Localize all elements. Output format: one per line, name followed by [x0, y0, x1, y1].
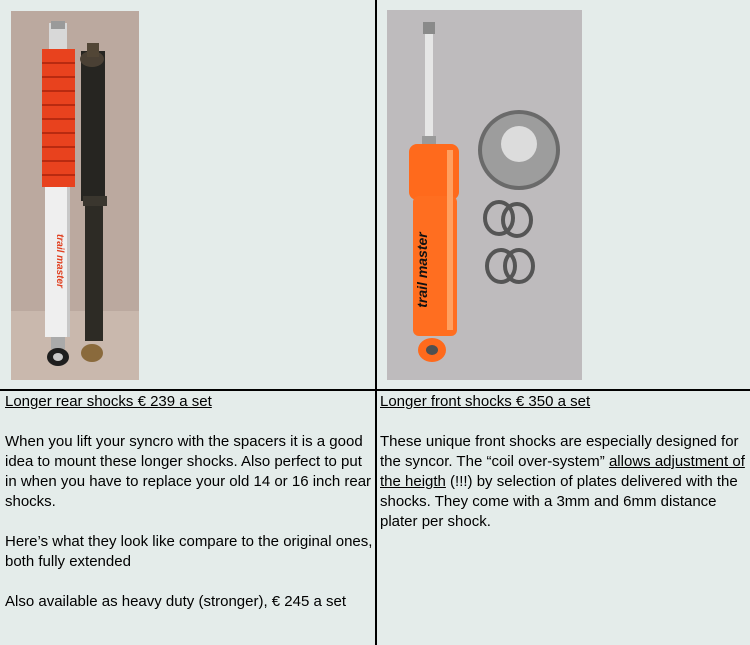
- front-shocks-paragraph: [380, 432, 746, 532]
- rear-shocks-heavy-duty-note: Also available as heavy duty (stronger), € 245 a set: [5, 593, 347, 610]
- svg-text:trail master: trail master: [414, 232, 430, 308]
- front-shocks-description: [380, 392, 746, 532]
- rear-shocks-photo: [11, 11, 139, 380]
- front-shocks-text-underlined: allows adjustment of the heigth: [380, 453, 745, 490]
- svg-text:trail master: trail master: [54, 234, 65, 288]
- rear-shocks-title: Longer rear shocks € 239 a set: [5, 393, 212, 410]
- front-shocks-text-end: (!!!) by selection of plates delivered with the shocks. They come with a 3mm and 6mm distance plater per shock.: [380, 473, 738, 530]
- row-divider: [0, 389, 750, 391]
- front-shocks-photo: [387, 10, 582, 380]
- front-shocks-title: Longer front shocks € 350 a set: [380, 393, 591, 410]
- rear-shocks-paragraph: When you lift your syncro with the spacers it is a good idea to mount these longer shocks. Also perfect to put in when you have to replace your old 14 or 16 inch rear shocks.: [5, 433, 372, 510]
- front-shocks-text-start: These unique front shocks are especially designed for the syncor. The “coil over-system”: [380, 433, 739, 470]
- rear-shocks-comparison-note: Here’s what they look like compare to the original ones, both fully extended: [5, 533, 373, 570]
- column-divider: [375, 0, 377, 645]
- rear-shocks-description: [5, 392, 373, 612]
